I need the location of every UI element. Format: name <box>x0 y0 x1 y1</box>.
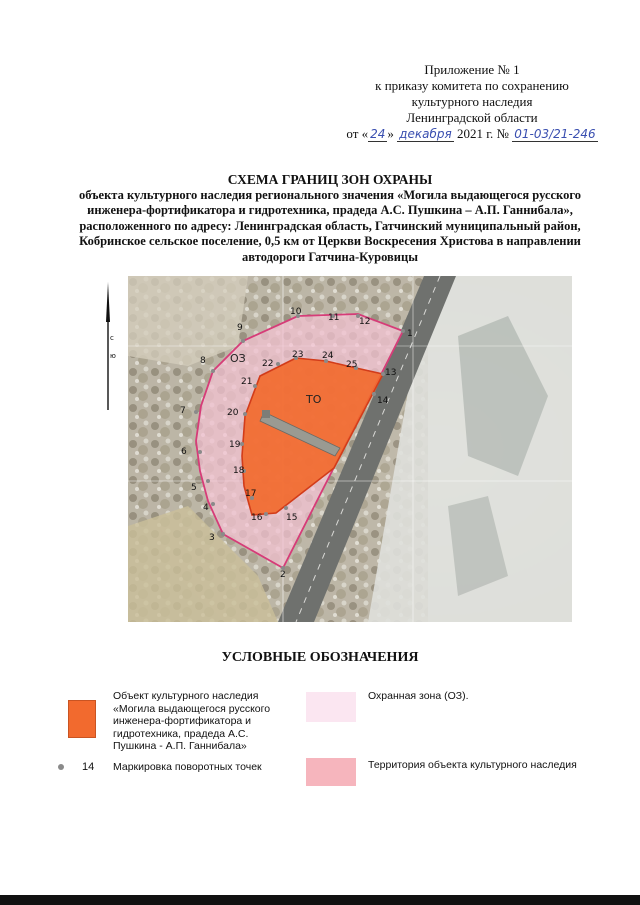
svg-text:11: 11 <box>328 313 340 323</box>
svg-text:5: 5 <box>191 483 197 493</box>
svg-text:12: 12 <box>359 317 371 327</box>
svg-text:с: с <box>110 334 114 342</box>
legend-object-text: Объект культурного наследия «Могила выдающегося русского инженера-фортификатора и гидротехника, прадеда А.С. Пушкина - А.П. Ганнибала» <box>113 690 271 752</box>
svg-text:20: 20 <box>227 408 239 418</box>
to-label: ТО <box>306 393 322 406</box>
svg-text:16: 16 <box>251 513 263 523</box>
title-line-2: инженера-фортификатора и гидротехника, прадеда А.С. Пушкина – А.П. Ганнибала», <box>87 203 573 217</box>
title-main: СХЕМА ГРАНИЦ ЗОН ОХРАНЫ <box>227 172 433 187</box>
legend-title: УСЛОВНЫЕ ОБОЗНАЧЕНИЯ <box>221 650 419 665</box>
date-month: декабря <box>399 127 452 141</box>
svg-text:18: 18 <box>233 466 245 476</box>
title-line-3: расположенного по адресу: Ленинградская область, Гатчинский муниципальный район, <box>79 218 581 233</box>
appendix-line-4: Ленинградской области <box>406 110 538 125</box>
legend-point-number: 14 <box>82 761 95 773</box>
appendix-line-3: культурного наследия <box>411 94 533 109</box>
legend-points-text: Маркировка поворотных точек <box>113 761 262 773</box>
legend-oz-text: Охранная зона (ОЗ). <box>368 690 469 702</box>
svg-text:21: 21 <box>241 377 253 387</box>
north-arrow-icon <box>100 282 116 412</box>
svg-text:4: 4 <box>203 503 209 513</box>
date-mid: » <box>387 126 394 141</box>
title-line-4: Кобринское сельское поселение, 0,5 км от Церкви Воскресения Христова в направлении <box>79 234 581 248</box>
svg-text:9: 9 <box>237 323 243 333</box>
turning-point <box>346 360 358 370</box>
svg-text:23: 23 <box>292 350 304 360</box>
order-date-line <box>342 126 602 142</box>
appendix-block <box>342 62 602 142</box>
svg-text:14: 14 <box>377 396 389 406</box>
date-year: 2021 г. № <box>456 126 509 141</box>
svg-text:6: 6 <box>181 447 187 457</box>
svg-text:10: 10 <box>290 307 302 317</box>
svg-text:8: 8 <box>200 356 206 366</box>
map-canvas <box>128 276 572 622</box>
turning-point <box>292 350 303 360</box>
legend-territory-swatch <box>306 758 356 786</box>
date-day: 24 <box>370 127 386 141</box>
svg-text:2: 2 <box>280 570 286 580</box>
title-line-1: объекта культурного наследия регионального значения «Могила выдающегося русского <box>79 187 581 202</box>
turning-point <box>290 307 302 318</box>
title-line-5: автодороги Гатчина-Куровицы <box>242 249 418 264</box>
svg-text:25: 25 <box>346 360 358 370</box>
svg-text:7: 7 <box>180 406 186 416</box>
date-prefix: от « <box>346 126 369 141</box>
svg-text:19: 19 <box>229 440 241 450</box>
svg-text:17: 17 <box>245 489 257 499</box>
svg-text:22: 22 <box>262 359 274 369</box>
svg-text:15: 15 <box>286 513 298 523</box>
legend-point-marker <box>58 764 64 770</box>
scan-edge <box>0 895 640 905</box>
turning-point <box>233 466 246 476</box>
document-title <box>50 172 610 265</box>
order-number: 01-03/21-246 <box>514 127 596 141</box>
turning-point <box>328 313 339 323</box>
legend-oz-swatch <box>306 692 356 722</box>
boundary-map <box>128 276 572 622</box>
svg-text:1: 1 <box>407 329 413 339</box>
svg-text:ю: ю <box>110 352 116 360</box>
legend-territory-text: Территория объекта культурного наследия <box>368 759 577 771</box>
oz-label: ОЗ <box>230 352 246 365</box>
appendix-line-2: к приказу комитета по сохранению <box>375 78 569 93</box>
svg-text:13: 13 <box>385 368 397 378</box>
turning-point <box>245 489 256 500</box>
svg-text:24: 24 <box>322 351 334 361</box>
appendix-line-1: Приложение № 1 <box>424 62 520 77</box>
svg-text:3: 3 <box>209 533 215 543</box>
legend-object-swatch <box>68 700 96 738</box>
